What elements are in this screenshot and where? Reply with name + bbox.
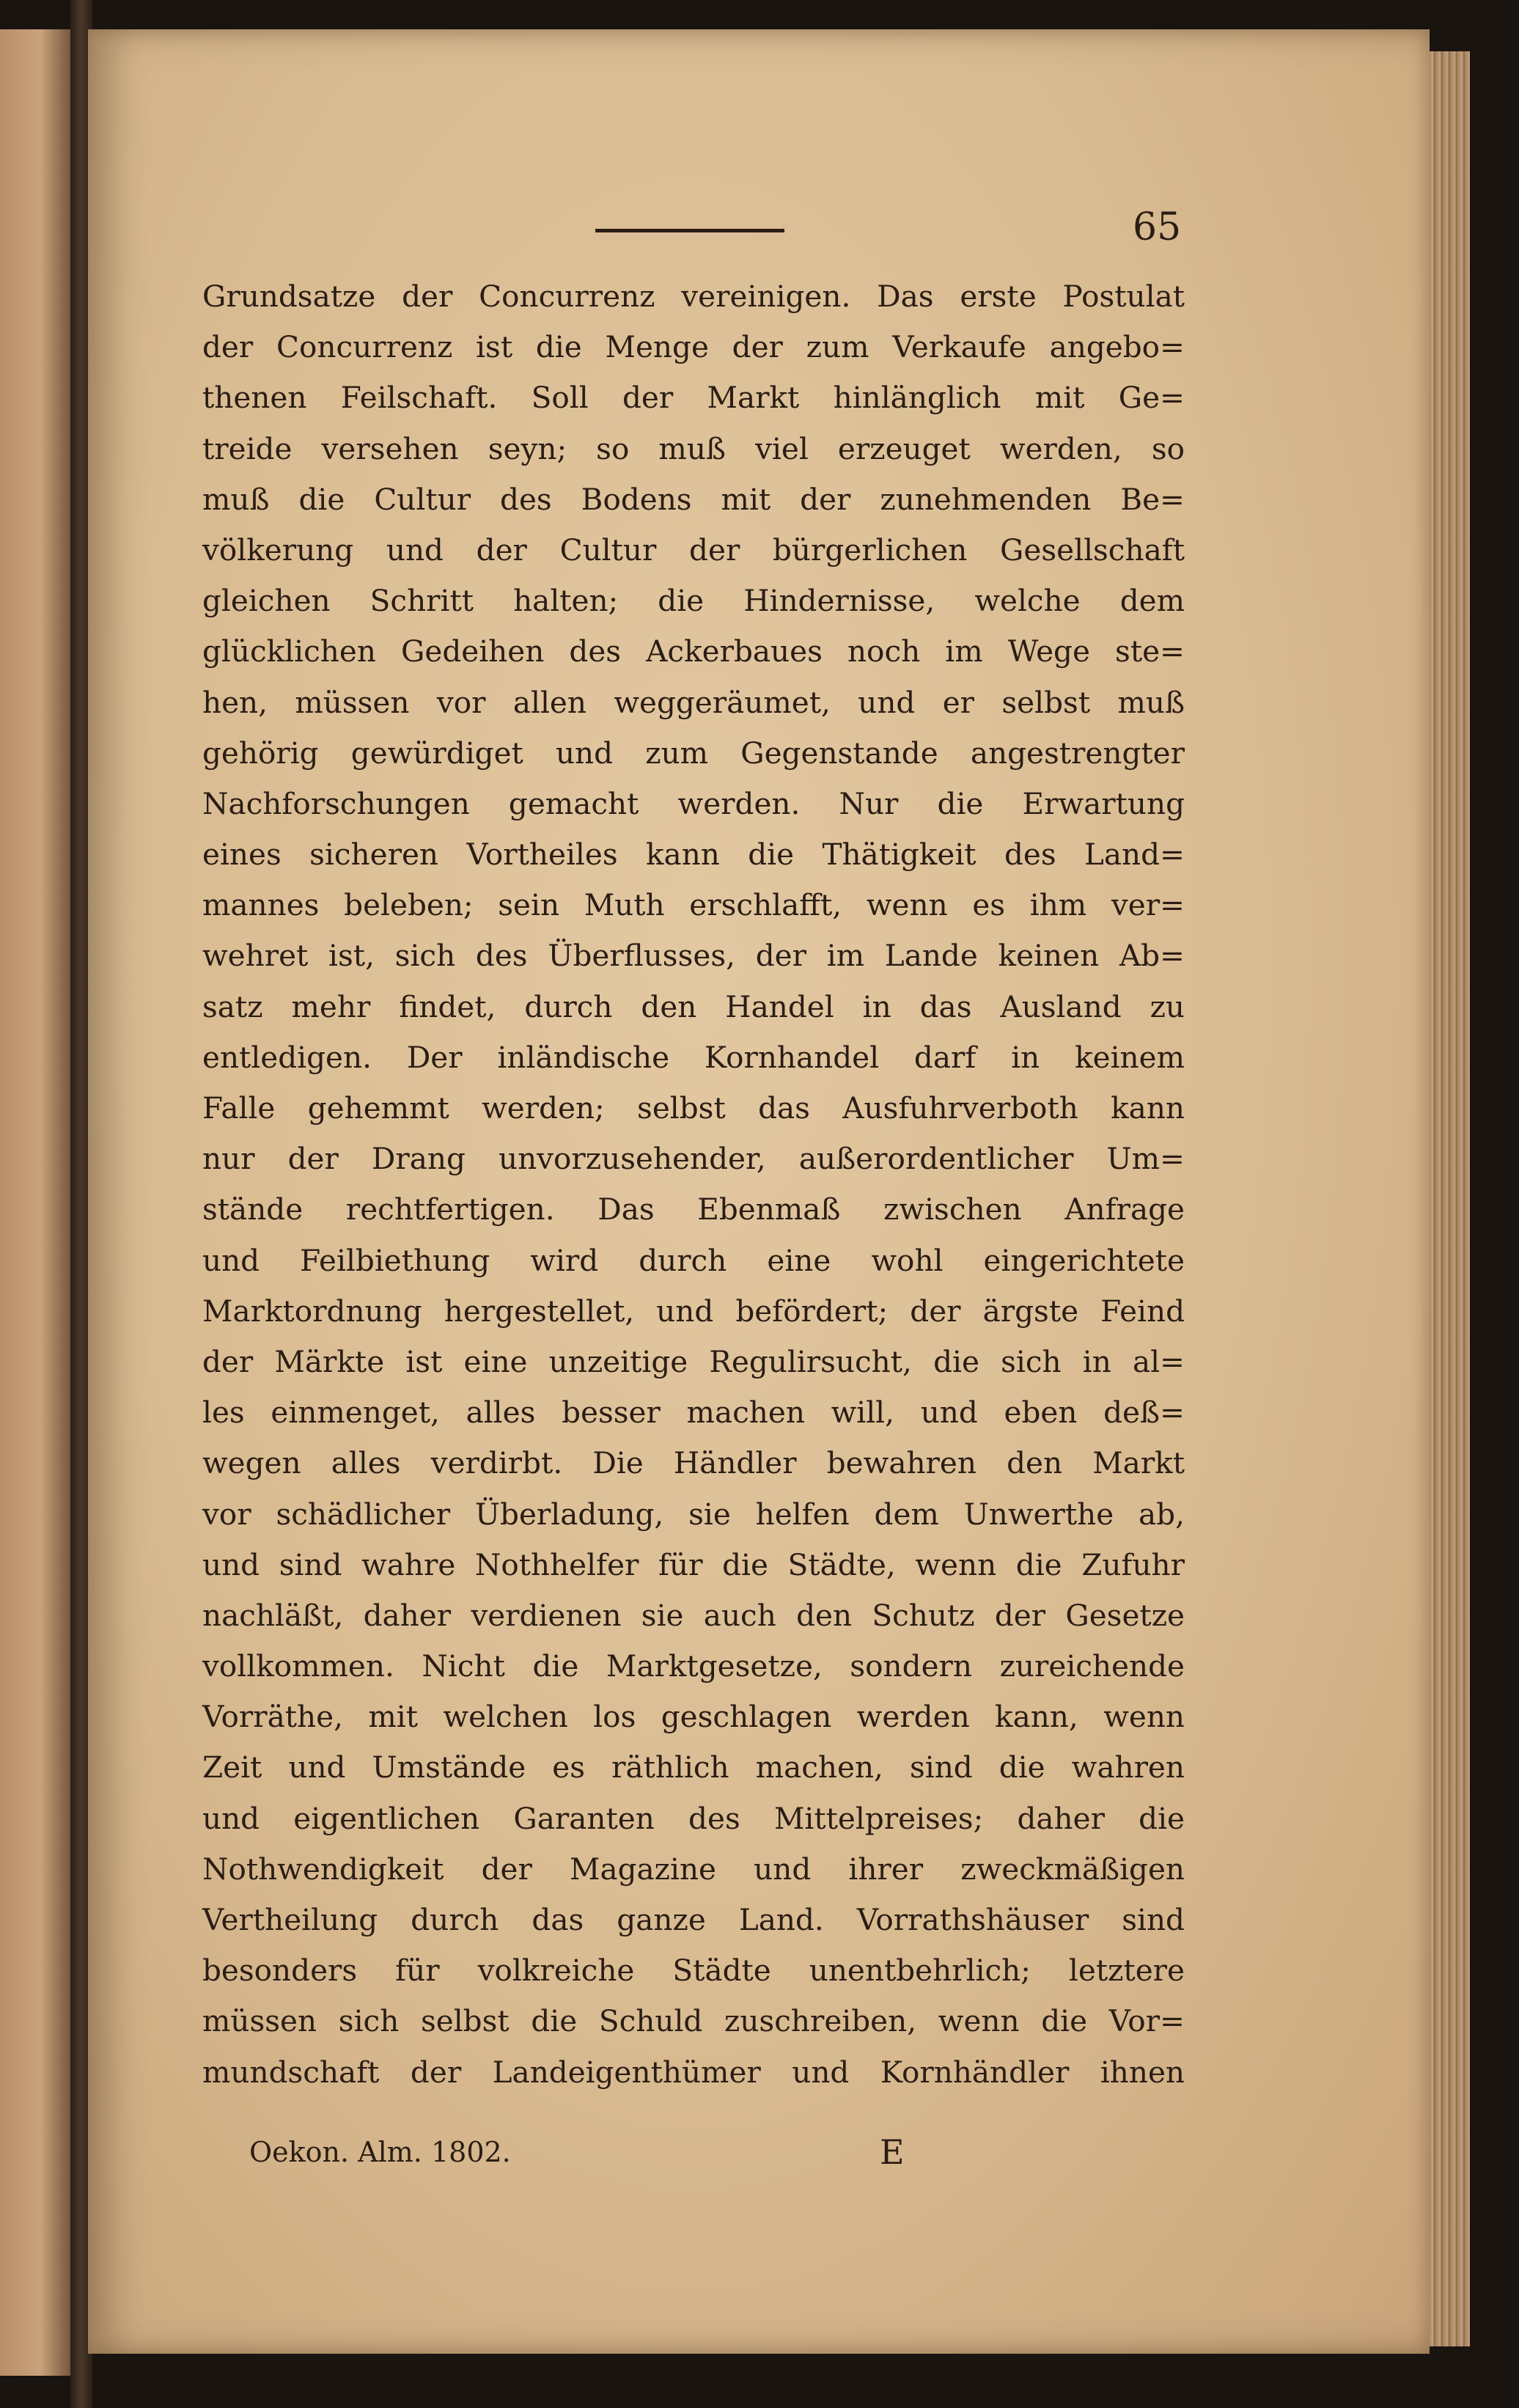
text-line: hen, müssen vor allen weggeräumet, und er selbst muß <box>202 684 1185 720</box>
sheet-mark: E <box>880 2132 905 2172</box>
text-line: eines sicheren Vortheiles kann die Thätigkeit des Land= <box>202 837 1185 873</box>
text-line: und eigentlichen Garanten des Mittelpreises; daher die <box>202 1800 1185 1836</box>
text-line: und sind wahre Nothhelfer für die Städte, wenn die Zufuhr <box>202 1546 1185 1582</box>
body-text <box>202 271 1185 2098</box>
header-rule <box>595 229 784 232</box>
text-line: stände rechtfertigen. Das Ebenmaß zwischen Anfrage <box>202 1192 1185 1227</box>
previous-page-edge <box>0 29 73 2376</box>
text-line: wehret ist, sich des Überflusses, der im Lande keinen Ab= <box>202 938 1185 974</box>
text-line: glücklichen Gedeihen des Ackerbaues noch im Wege ste= <box>202 634 1185 669</box>
text-line: satz mehr findet, durch den Handel in das Ausland zu <box>202 988 1185 1024</box>
page-footer <box>249 2126 982 2178</box>
text-line: der Concurrenz ist die Menge der zum Verkaufe angebo= <box>202 329 1185 365</box>
text-line: nachläßt, daher verdienen sie auch den Schutz der Gesetze <box>202 1597 1185 1633</box>
text-line: gleichen Schritt halten; die Hindernisse, welche dem <box>202 583 1185 619</box>
text-line: Falle gehemmt werden; selbst das Ausfuhrverboth kann <box>202 1090 1185 1126</box>
text-line: völkerung und der Cultur der bürgerlichen Gesellschaft <box>202 532 1185 568</box>
text-line: nur der Drang unvorzusehender, außerordentlicher Um= <box>202 1141 1185 1177</box>
text-line: vor schädlicher Überladung, sie helfen dem Unwerthe ab, <box>202 1496 1185 1532</box>
text-line: les einmenget, alles besser machen will, und eben deß= <box>202 1395 1185 1431</box>
text-line: thenen Feilschaft. Soll der Markt hinlänglich mit Ge= <box>202 380 1185 416</box>
page-number: 65 <box>1133 205 1182 249</box>
page-stack-edges <box>1430 51 1470 2346</box>
text-line: Zeit und Umstände es räthlich machen, sind die wahren <box>202 1750 1185 1785</box>
text-line: müssen sich selbst die Schuld zuschreiben, wenn die Vor= <box>202 2003 1185 2039</box>
text-line: muß die Cultur des Bodens mit der zunehmenden Be= <box>202 481 1185 517</box>
text-line: wegen alles verdirbt. Die Händler bewahren den Markt <box>202 1445 1185 1481</box>
text-line: Grundsatze der Concurrenz vereinigen. Das erste Postulat <box>202 279 1185 314</box>
signature-line: Oekon. Alm. 1802. <box>249 2136 511 2168</box>
text-line: gehörig gewürdiget und zum Gegenstande angestrengter <box>202 735 1185 771</box>
text-line: entledigen. Der inländische Kornhandel darf in keinem <box>202 1039 1185 1075</box>
text-line: besonders für volkreiche Städte unentbehrlich; letztere <box>202 1953 1185 1989</box>
text-line: Vertheilung durch das ganze Land. Vorrathshäuser sind <box>202 1902 1185 1937</box>
text-line: Nachforschungen gemacht werden. Nur die Erwartung <box>202 785 1185 821</box>
text-line: Nothwendigkeit der Magazine und ihrer zweckmäßigen <box>202 1851 1185 1887</box>
text-line: mannes beleben; sein Muth erschlafft, wenn es ihm ver= <box>202 887 1185 923</box>
text-line: und Feilbiethung wird durch eine wohl eingerichtete <box>202 1242 1185 1278</box>
text-line: Vorräthe, mit welchen los geschlagen werden kann, wenn <box>202 1699 1185 1735</box>
text-line: treide versehen seyn; so muß viel erzeuget werden, so <box>202 430 1185 466</box>
text-line: mundschaft der Landeigenthümer und Kornhändler ihnen <box>202 2054 1185 2090</box>
text-line: vollkommen. Nicht die Marktgesetze, sondern zureichende <box>202 1648 1185 1684</box>
text-line: der Märkte ist eine unzeitige Regulirsucht, die sich in al= <box>202 1343 1185 1379</box>
text-line: Marktordnung hergestellet, und befördert; der ärgste Feind <box>202 1293 1185 1329</box>
